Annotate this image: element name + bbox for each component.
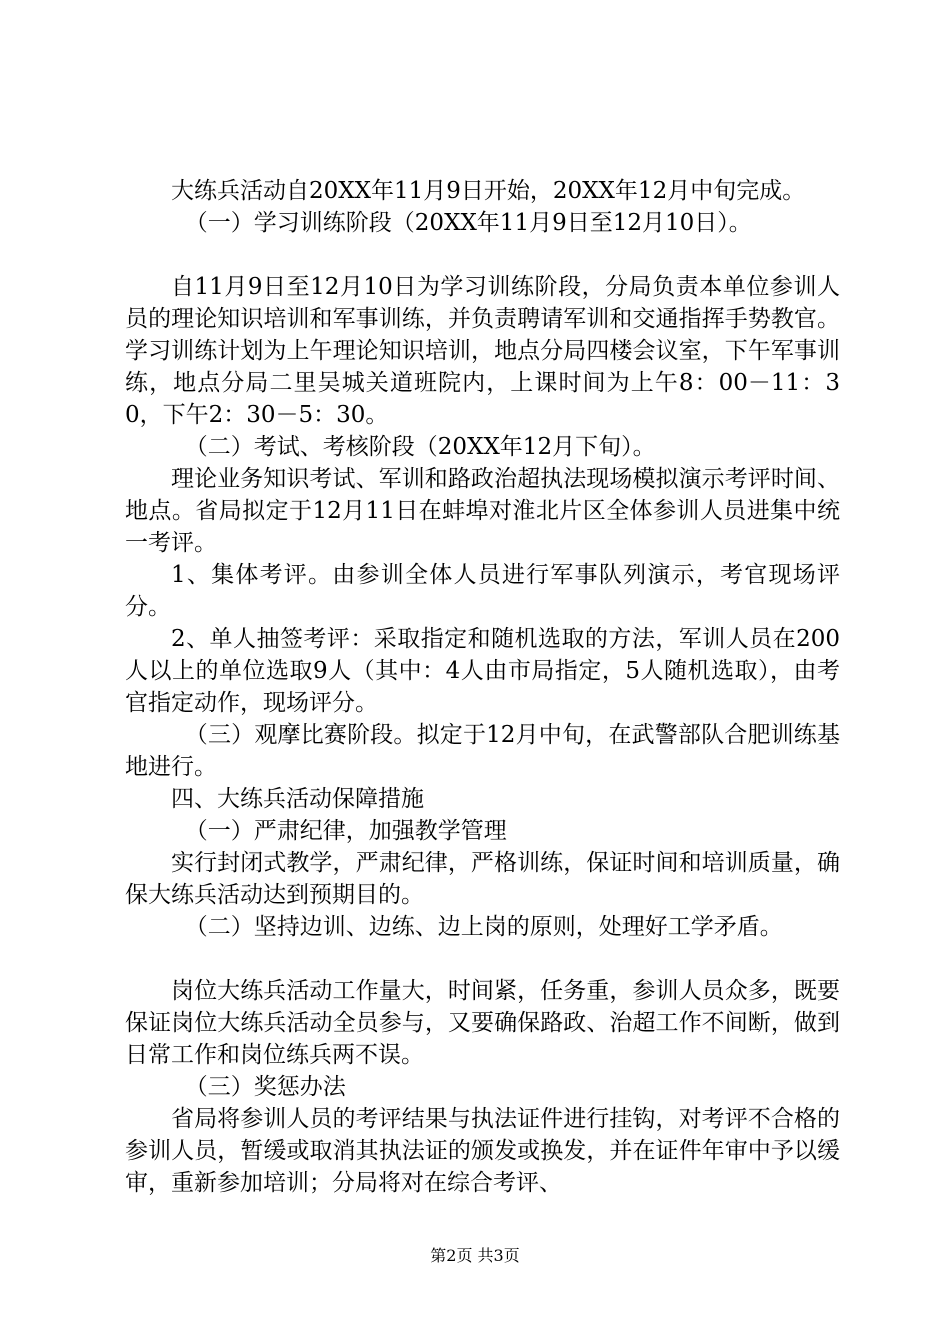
paragraph: （一）学习训练阶段（20XX年11月9日至12月10日）。 [184,210,752,236]
paragraph: （二）考试、考核阶段（20XX年12月下旬）。 [184,434,656,460]
page-footer: 第2页 共3页 [430,1246,520,1265]
paragraph: 实行封闭式教学，严肃纪律，严格训练，保证时间和培训质量，确保大练兵活动达到预期目的。 [125,850,840,908]
paragraph: 省局将参训人员的考评结果与执法证件进行挂钩，对考评不合格的参训人员，暂缓或取消其执法证的颁发或换发，并在证件年审中予以缓审，重新参加培训；分局将对在综合考评、 [125,1106,840,1196]
document-body [125,175,840,1199]
paragraph: （三）观摩比赛阶段。拟定于12月中旬，在武警部队合肥训练基地进行。 [125,722,840,780]
paragraph: （三）奖惩办法 [184,1074,346,1100]
paragraph: 理论业务知识考试、军训和路政治超执法现场模拟演示考评时间、地点。省局拟定于12月11日在蚌埠对淮北片区全体参训人员进集中统一考评。 [125,466,840,556]
paragraph: （二）坚持边训、边练、边上岗的原则，处理好工学矛盾。 [184,914,783,940]
paragraph: 1、集体考评。由参训全体人员进行军事队列演示，考官现场评分。 [125,562,840,620]
paragraph: 自11月9日至12月10日为学习训练阶段，分局负责本单位参训人员的理论知识培训和军事训练，并负责聘请军训和交通指挥手势教官。学习训练计划为上午理论知识培训，地点分局四楼会议室，下午军事训练，地点分局二里吴城关道班院内，上课时间为上午8：00－11：30，下午2：30－5：30。 [125,274,840,428]
paragraph: 大练兵活动自20XX年11月9日开始，20XX年12月中旬完成。 [171,178,806,204]
paragraph: （一）严肃纪律，加强教学管理 [184,818,507,844]
paragraph: 四、大练兵活动保障措施 [171,786,424,812]
paragraph: 2、单人抽签考评：采取指定和随机选取的方法，军训人员在200人以上的单位选取9人（其中：4人由市局指定，5人随机选取），由考官指定动作，现场评分。 [125,626,840,716]
paragraph: 岗位大练兵活动工作量大，时间紧，任务重，参训人员众多，既要保证岗位大练兵活动全员参与，又要确保路政、治超工作不间断，做到日常工作和岗位练兵两不误。 [125,978,840,1068]
